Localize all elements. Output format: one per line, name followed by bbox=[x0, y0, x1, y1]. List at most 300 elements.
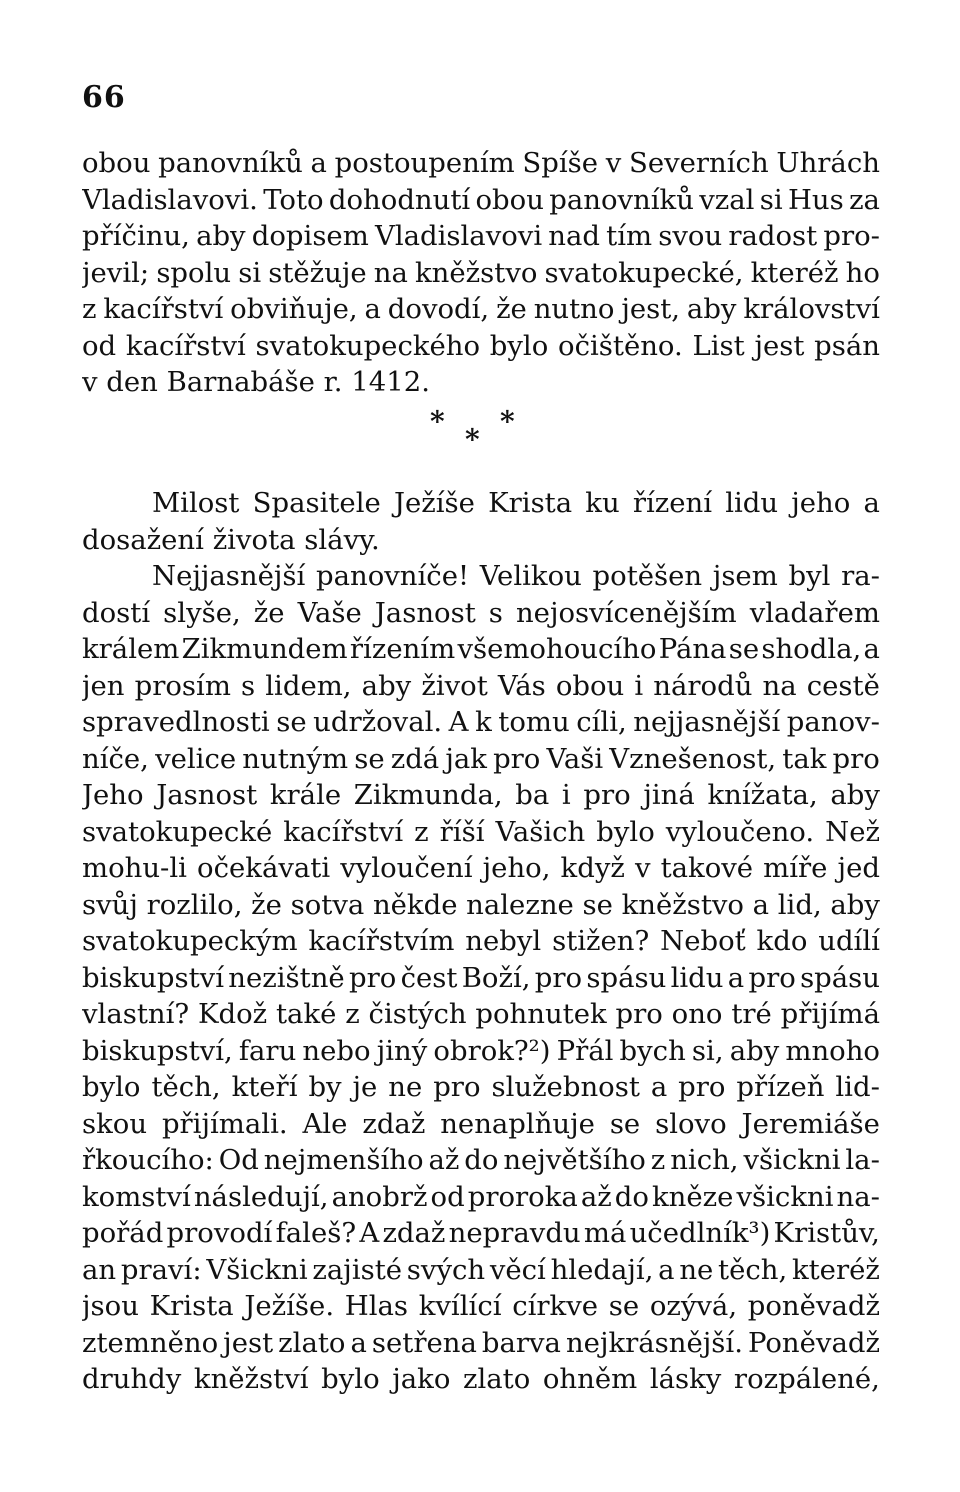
word: rozlilo, bbox=[146, 888, 243, 921]
word: dohodnutí bbox=[328, 183, 471, 216]
asterisk: * bbox=[430, 405, 445, 438]
word: aby bbox=[361, 669, 412, 702]
word: potěšen bbox=[592, 560, 703, 592]
word: vladařem bbox=[749, 596, 880, 629]
word: přízeň bbox=[736, 1071, 825, 1103]
word: den bbox=[106, 366, 158, 398]
word: provodí bbox=[166, 1217, 273, 1249]
text-line bbox=[82, 182, 880, 219]
text-line bbox=[82, 704, 880, 741]
word: faru bbox=[238, 1034, 297, 1067]
word: takové bbox=[660, 852, 754, 884]
word: aby bbox=[196, 220, 246, 252]
word: pro bbox=[748, 961, 796, 994]
word: přijímá bbox=[780, 998, 880, 1030]
text-line bbox=[82, 850, 880, 887]
word: a bbox=[658, 1253, 675, 1286]
word: pro- bbox=[823, 220, 880, 252]
word: zdá bbox=[390, 742, 440, 775]
word: bych bbox=[619, 1034, 686, 1067]
letter-text bbox=[82, 485, 880, 1398]
word: Barnabáše bbox=[166, 366, 315, 398]
word: tomu bbox=[498, 706, 570, 738]
word: jen bbox=[82, 669, 125, 702]
word: učedlník³) bbox=[629, 1217, 771, 1249]
word: života bbox=[212, 523, 296, 556]
text-line bbox=[82, 960, 880, 997]
word: příčinu, bbox=[82, 220, 190, 252]
word: Milost bbox=[152, 487, 240, 519]
word: Přál bbox=[556, 1034, 614, 1067]
word: spásu bbox=[800, 961, 880, 994]
word: jako bbox=[392, 1363, 451, 1395]
word: aby bbox=[830, 779, 880, 811]
word: Toto bbox=[263, 183, 324, 216]
word: ztemněno bbox=[82, 1326, 219, 1359]
word: se bbox=[728, 633, 760, 665]
word: 1412. bbox=[351, 366, 430, 398]
word: cíli, bbox=[576, 706, 627, 738]
word: jed bbox=[837, 852, 880, 884]
word: kacířství bbox=[103, 293, 224, 325]
word: a bbox=[727, 961, 745, 994]
word: i bbox=[634, 669, 644, 702]
word: nutným bbox=[242, 742, 349, 775]
word: všemohoucího bbox=[457, 633, 657, 665]
word: vyloučení bbox=[340, 852, 473, 884]
word: ono bbox=[671, 998, 723, 1030]
word: Jasnost bbox=[156, 779, 258, 811]
word: kteréž bbox=[750, 256, 839, 289]
word: stižen? bbox=[552, 925, 650, 957]
word: faleš? bbox=[275, 1217, 357, 1249]
word: mnoho bbox=[785, 1034, 880, 1067]
word: je bbox=[352, 1071, 378, 1103]
word: pro bbox=[615, 998, 663, 1030]
word: obou bbox=[555, 669, 625, 702]
word: praví: bbox=[120, 1253, 202, 1286]
text-line bbox=[82, 558, 880, 595]
word: Krista bbox=[488, 487, 573, 519]
word: postoupením bbox=[334, 147, 515, 179]
text-line bbox=[82, 1361, 880, 1398]
word: bylo bbox=[82, 1071, 141, 1103]
word: tak bbox=[782, 742, 827, 775]
letter-salutation-line bbox=[82, 485, 880, 522]
word: druhdy bbox=[82, 1363, 182, 1395]
word: ozývá, bbox=[649, 1290, 738, 1322]
word: s bbox=[488, 596, 503, 629]
word: kacířství bbox=[283, 815, 404, 848]
section-asterism bbox=[430, 405, 530, 455]
word: jiná bbox=[643, 779, 695, 811]
text-line bbox=[82, 777, 880, 814]
word: zlato bbox=[462, 1363, 531, 1395]
word: Zikmunda, bbox=[353, 779, 503, 811]
word: hledají, bbox=[550, 1253, 654, 1286]
word: Hus bbox=[787, 183, 844, 216]
word: biskupství, bbox=[82, 1034, 233, 1067]
word: nebo bbox=[302, 1034, 371, 1067]
word: řízení bbox=[632, 487, 713, 519]
text-line bbox=[82, 741, 880, 778]
word: lidem, bbox=[265, 669, 352, 702]
word: zajisté bbox=[312, 1253, 403, 1286]
word: bylo bbox=[321, 1363, 380, 1395]
word: udílí bbox=[818, 925, 880, 957]
word: jsou bbox=[82, 1290, 139, 1322]
word: věcí bbox=[489, 1253, 546, 1286]
word: i bbox=[561, 779, 571, 811]
word: dostí bbox=[82, 596, 151, 629]
word: pro bbox=[493, 742, 541, 775]
word: se bbox=[276, 706, 307, 738]
word: nad bbox=[548, 220, 601, 252]
word: míře bbox=[763, 852, 828, 884]
word: za bbox=[849, 183, 880, 216]
word: Uhrách bbox=[776, 147, 880, 179]
word: A bbox=[359, 1217, 380, 1249]
word: tré bbox=[731, 998, 772, 1030]
word: kteréž bbox=[791, 1253, 880, 1286]
word: a bbox=[650, 1071, 668, 1103]
word: udržoval. bbox=[313, 706, 443, 738]
text-line bbox=[82, 1106, 880, 1143]
word: spravedlnosti bbox=[82, 706, 270, 738]
word: r. bbox=[323, 366, 343, 398]
word: nebyl bbox=[465, 925, 542, 957]
word: List bbox=[692, 329, 745, 362]
word: jest bbox=[754, 329, 805, 362]
word: Všickni bbox=[206, 1253, 308, 1286]
text-line bbox=[82, 255, 880, 292]
word: a bbox=[350, 1326, 367, 1359]
word: ba bbox=[515, 779, 550, 811]
word: níče, bbox=[82, 742, 149, 775]
word: lidu bbox=[670, 961, 724, 994]
word: ne bbox=[679, 1253, 714, 1286]
word: nalezne bbox=[466, 888, 574, 921]
word: rozpálené, bbox=[733, 1363, 880, 1395]
word: slovo bbox=[655, 1107, 727, 1140]
word: proroka bbox=[467, 1180, 578, 1213]
word: se bbox=[582, 888, 613, 921]
word: anobrž bbox=[331, 1180, 428, 1213]
text-line bbox=[82, 1069, 880, 1106]
word: nutno bbox=[533, 293, 615, 325]
word: zdaž bbox=[382, 1217, 446, 1249]
word: Boží, bbox=[461, 961, 531, 994]
word: si, bbox=[691, 1034, 724, 1067]
word: nepravdu bbox=[448, 1217, 581, 1249]
word: svatokupeckého bbox=[255, 329, 481, 362]
word: kdo bbox=[756, 925, 808, 957]
text-line bbox=[82, 1142, 880, 1179]
word: lásky bbox=[649, 1363, 722, 1395]
word: od bbox=[82, 329, 117, 362]
word: pro bbox=[583, 779, 631, 811]
text-line bbox=[82, 887, 880, 924]
word: kněžstvo bbox=[621, 888, 744, 921]
paragraph-intro bbox=[82, 145, 880, 401]
word: Vaše bbox=[297, 596, 362, 629]
word: radost bbox=[728, 220, 818, 252]
text-line bbox=[82, 1325, 880, 1362]
word: Hlas bbox=[344, 1290, 409, 1322]
word: lid, bbox=[777, 888, 822, 921]
word: život bbox=[421, 669, 488, 702]
word: také bbox=[276, 998, 337, 1030]
word: se bbox=[608, 1290, 640, 1322]
word: vzal bbox=[699, 183, 755, 216]
word: Spasitele bbox=[252, 487, 381, 519]
word: s bbox=[241, 669, 256, 702]
word: panov- bbox=[786, 706, 880, 738]
text-line bbox=[82, 364, 880, 401]
word: do bbox=[464, 1144, 499, 1176]
word: Vašich bbox=[495, 815, 586, 848]
text-line bbox=[82, 668, 880, 705]
word: Ježíše bbox=[393, 487, 475, 519]
word: se bbox=[354, 742, 385, 775]
word: jevil; bbox=[82, 256, 150, 289]
word: kněžství bbox=[193, 1363, 309, 1395]
word: a bbox=[863, 633, 880, 665]
word: Severních bbox=[628, 147, 769, 179]
word: kacířstvím bbox=[308, 925, 455, 957]
word: jeho, bbox=[482, 852, 551, 884]
word: si bbox=[238, 256, 262, 289]
word: kacířství bbox=[125, 329, 246, 362]
text-line bbox=[82, 1033, 880, 1070]
word: někde bbox=[372, 888, 458, 921]
text-line bbox=[82, 291, 880, 328]
word: dopisem bbox=[251, 220, 369, 252]
text-line bbox=[82, 996, 880, 1033]
word: poněvadž bbox=[747, 1290, 880, 1322]
word: barva bbox=[481, 1326, 561, 1359]
word: sotva bbox=[290, 888, 365, 921]
word: vyloučeno. bbox=[665, 815, 815, 848]
text-line bbox=[82, 923, 880, 960]
word: všickni bbox=[736, 1180, 834, 1213]
word: dovodí, bbox=[387, 293, 490, 325]
word: v bbox=[82, 366, 98, 398]
word: Jeho bbox=[82, 779, 144, 811]
word: Vznešenost, bbox=[609, 742, 777, 775]
word: jeho bbox=[791, 487, 851, 519]
word: shodla, bbox=[761, 633, 862, 665]
word: kvílící bbox=[418, 1290, 502, 1322]
word: v bbox=[634, 852, 651, 884]
word: bylo bbox=[489, 329, 549, 362]
word: svůj bbox=[82, 888, 138, 921]
word: svých bbox=[406, 1253, 486, 1286]
word: A bbox=[448, 706, 469, 738]
word: na bbox=[762, 669, 797, 702]
word: Ježíše. bbox=[244, 1290, 335, 1322]
word: Velikou bbox=[479, 560, 582, 592]
word: království bbox=[743, 293, 880, 325]
word: dosažení bbox=[82, 523, 204, 556]
word: krále bbox=[269, 779, 342, 811]
word: z bbox=[650, 1144, 666, 1176]
word: od bbox=[430, 1180, 465, 1213]
word: skou bbox=[82, 1107, 148, 1140]
word: Jeremiáše bbox=[741, 1107, 880, 1140]
word: Pána bbox=[658, 633, 727, 665]
word: biskupství bbox=[82, 961, 224, 994]
word: vlastní? bbox=[82, 998, 190, 1030]
text-line bbox=[82, 328, 880, 365]
word: těch, bbox=[151, 1071, 221, 1103]
word: Zikmundem bbox=[181, 633, 348, 665]
word: by bbox=[308, 1071, 342, 1103]
word: a bbox=[863, 487, 880, 519]
word: Nejjasnější bbox=[152, 560, 306, 592]
word: z bbox=[82, 293, 97, 325]
word: zlato bbox=[278, 1326, 346, 1359]
word: do bbox=[614, 1180, 649, 1213]
word: slyše, bbox=[163, 596, 241, 629]
word: Kdož bbox=[197, 998, 268, 1030]
text-line bbox=[82, 218, 880, 255]
word: těch, bbox=[718, 1253, 788, 1286]
text-line bbox=[82, 1288, 880, 1325]
word: v bbox=[605, 147, 622, 179]
text-line bbox=[82, 1252, 880, 1289]
word: na- bbox=[836, 1180, 880, 1213]
word: panovníče! bbox=[316, 560, 470, 592]
word: Než bbox=[825, 815, 880, 848]
word: očekávati bbox=[197, 852, 331, 884]
word: nich, bbox=[670, 1144, 739, 1176]
word: Jasnost bbox=[374, 596, 476, 629]
word: aby bbox=[729, 1034, 780, 1067]
word: velice bbox=[155, 742, 237, 775]
word: největšího bbox=[503, 1144, 646, 1176]
word: očištěno. bbox=[558, 329, 683, 362]
word: a bbox=[752, 888, 770, 921]
word: má bbox=[583, 1217, 627, 1249]
word: lid- bbox=[835, 1071, 880, 1103]
word: jak bbox=[445, 742, 487, 775]
word: Ale bbox=[302, 1107, 348, 1140]
word: jsem bbox=[712, 560, 778, 592]
word: pro bbox=[678, 1071, 726, 1103]
word: svatokupeckým bbox=[82, 925, 298, 957]
word: ku bbox=[585, 487, 620, 519]
word: lidu bbox=[725, 487, 779, 519]
text-line bbox=[82, 814, 880, 851]
text-line bbox=[82, 631, 880, 668]
word: Krista bbox=[149, 1290, 234, 1322]
word: nejjasnější bbox=[633, 706, 781, 738]
word: Vás bbox=[497, 669, 546, 702]
word: říší bbox=[439, 815, 485, 848]
word: psán bbox=[814, 329, 880, 362]
word: svatokupecké bbox=[82, 815, 273, 848]
word: obrok?²) bbox=[433, 1034, 551, 1067]
word: cestě bbox=[806, 669, 880, 702]
word: nenaplňuje bbox=[440, 1107, 595, 1140]
word: Neboť bbox=[660, 925, 746, 957]
word: Poněvadž bbox=[747, 1326, 880, 1359]
word: pořád bbox=[82, 1217, 164, 1249]
word: ra- bbox=[841, 560, 880, 592]
word: aby bbox=[830, 888, 880, 921]
text-line bbox=[82, 145, 880, 182]
word: nezištně bbox=[228, 961, 345, 994]
word: k bbox=[475, 706, 492, 738]
word: nejmenšího bbox=[263, 1144, 424, 1176]
word: spolu bbox=[156, 256, 232, 289]
text-line bbox=[82, 1179, 880, 1216]
word: že bbox=[251, 888, 282, 921]
word: čest bbox=[400, 961, 458, 994]
word: církve bbox=[512, 1290, 599, 1322]
word: až bbox=[428, 1144, 460, 1176]
word: obou bbox=[82, 147, 151, 179]
word: Kristův, bbox=[773, 1217, 880, 1249]
word: knížata, bbox=[707, 779, 818, 811]
word: kněžstvo bbox=[415, 256, 538, 289]
word: zdaž bbox=[362, 1107, 426, 1140]
word: Od bbox=[218, 1144, 259, 1176]
word: Vaši bbox=[546, 742, 604, 775]
word: ohněm bbox=[542, 1363, 638, 1395]
word: obviňuje, bbox=[230, 293, 358, 325]
word: služebnost bbox=[491, 1071, 640, 1103]
word: kteří bbox=[231, 1071, 298, 1103]
word: jest, bbox=[621, 293, 681, 325]
word: svatokupecké, bbox=[544, 256, 744, 289]
word: z bbox=[345, 998, 360, 1030]
text-line bbox=[82, 1215, 880, 1252]
word: z bbox=[414, 815, 429, 848]
word: Spíše bbox=[522, 147, 599, 179]
word: národů bbox=[653, 669, 753, 702]
word: svou bbox=[658, 220, 723, 252]
word: obou bbox=[475, 183, 544, 216]
word: kněze bbox=[652, 1180, 734, 1213]
word: panovníků bbox=[549, 183, 694, 216]
word: mohu-li bbox=[82, 852, 187, 884]
word: že bbox=[253, 596, 285, 629]
word: a bbox=[310, 147, 327, 179]
word: a bbox=[364, 293, 381, 325]
word: pro bbox=[534, 961, 583, 994]
word: ne bbox=[388, 1071, 423, 1103]
word: stěžuje bbox=[268, 256, 367, 289]
word: řkoucího: bbox=[82, 1144, 214, 1176]
word: byl bbox=[788, 560, 831, 592]
asterisk: * bbox=[500, 405, 515, 438]
word: Vladislavovi. bbox=[82, 183, 258, 216]
word: pro bbox=[832, 742, 880, 775]
word: všickni bbox=[743, 1144, 841, 1176]
word: jest bbox=[223, 1326, 274, 1359]
word: pro bbox=[433, 1071, 481, 1103]
word: si bbox=[759, 183, 783, 216]
word: na bbox=[373, 256, 408, 289]
word: následují, bbox=[193, 1180, 329, 1213]
word: Vladislavovi bbox=[374, 220, 543, 252]
word: přijímali. bbox=[161, 1107, 288, 1140]
word: slávy. bbox=[304, 523, 380, 556]
word: komství bbox=[82, 1180, 191, 1213]
word: an bbox=[82, 1253, 117, 1286]
